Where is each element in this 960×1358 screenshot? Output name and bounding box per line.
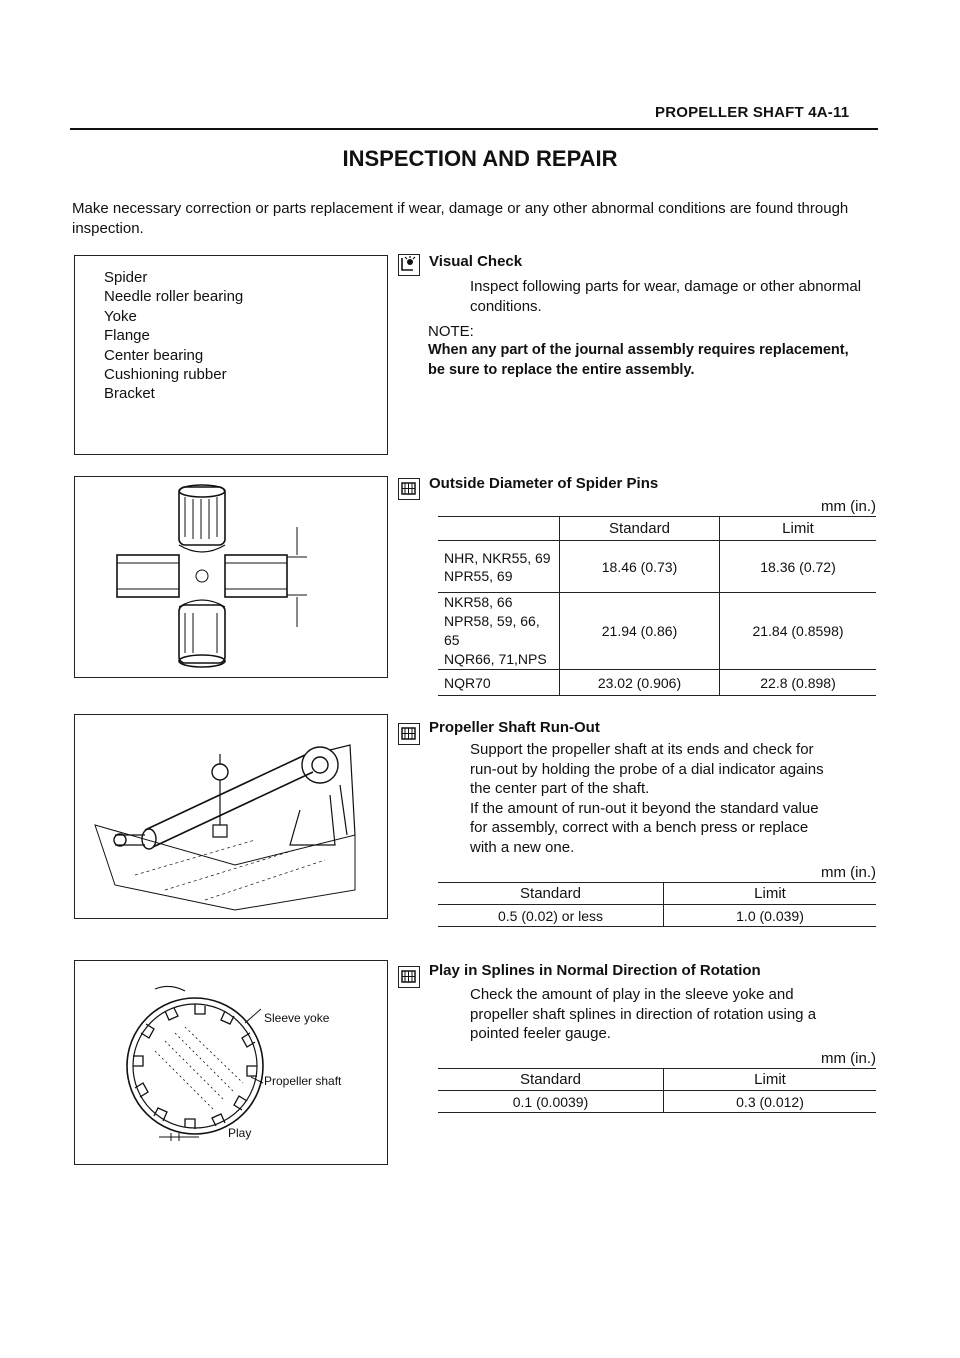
- table-header: Standard: [438, 883, 664, 905]
- limit-cell: 18.36 (0.72): [760, 558, 836, 575]
- body-line: with a new one.: [470, 838, 575, 856]
- play-label: Play: [228, 1126, 252, 1140]
- sleeve-yoke-label: Sleeve yoke: [264, 1011, 330, 1025]
- list-item: Center bearing: [104, 346, 204, 364]
- limit-cell: 1.0 (0.039): [736, 907, 804, 924]
- table-header: Limit: [754, 1071, 786, 1088]
- list-item: Spider: [104, 269, 148, 286]
- body-line: If the amount of run-out it beyond the standard value: [470, 799, 819, 817]
- play-unit: mm (in.): [821, 1050, 876, 1067]
- play-table: [438, 1068, 876, 1113]
- list-item: Flange: [104, 327, 150, 345]
- body-line: pointed feeler gauge.: [470, 1025, 611, 1042]
- model-cell: NPR55, 69: [444, 567, 513, 584]
- model-cell: NHR, NKR55, 69: [444, 549, 551, 566]
- table-header: Standard: [560, 517, 720, 541]
- runout-figure: [74, 714, 388, 919]
- table-header: Limit: [782, 520, 814, 537]
- table-header: Limit: [754, 885, 786, 902]
- list-item: Cushioning rubber: [104, 366, 227, 384]
- visual-check-body: Inspect following parts for wear, damage or other abnormal conditions.: [470, 278, 862, 315]
- body-line: for assembly, correct with a bench press or replace: [470, 819, 809, 836]
- body-line: propeller shaft splines in direction of rotation using a: [470, 1005, 817, 1023]
- runout-body: [470, 740, 890, 857]
- play-body: [470, 985, 890, 1044]
- table-row: [438, 541, 876, 593]
- standard-cell: 0.5 (0.02) or less: [438, 905, 664, 927]
- parts-list: [104, 268, 243, 404]
- table-row: [438, 670, 876, 696]
- note-label: NOTE:: [428, 323, 474, 340]
- standard-cell: 18.46 (0.73): [560, 541, 720, 593]
- measure-icon: [398, 723, 420, 745]
- body-line: the center part of the shaft.: [470, 780, 650, 797]
- intro-text: Make necessary correction or parts replacement if wear, damage or any other abnormal conditions are found through inspection.: [72, 200, 849, 237]
- eye-inspect-icon: [398, 254, 420, 276]
- limit-cell: 0.3 (0.012): [736, 1093, 804, 1110]
- list-item: Bracket: [104, 385, 155, 403]
- visual-check-title: Visual Check: [429, 253, 523, 270]
- table-row: [438, 593, 876, 670]
- spider-figure: [74, 476, 388, 678]
- body-line: Check the amount of play in the sleeve yoke and: [470, 986, 794, 1003]
- page-title: INSPECTION AND REPAIR: [342, 146, 618, 171]
- measure-icon: [398, 966, 420, 988]
- play-title: Play in Splines in Normal Direction of Rotation: [429, 962, 761, 979]
- propeller-shaft-label: Propeller shaft: [264, 1074, 342, 1088]
- limit-cell: 22.8 (0.898): [760, 674, 836, 691]
- body-line: Support the propeller shaft at its ends and check for: [470, 741, 814, 758]
- limit-cell: 21.84 (0.8598): [752, 623, 844, 639]
- spider-pins-unit: mm (in.): [821, 498, 876, 515]
- table-row: [438, 905, 876, 927]
- standard-cell: 21.94 (0.86): [560, 593, 720, 670]
- list-item: Needle roller bearing: [104, 288, 244, 306]
- running-title: PROPELLER SHAFT 4A-11: [655, 104, 850, 121]
- body-line: run-out by holding the probe of a dial indicator agains: [470, 760, 824, 778]
- model-cell: NQR66, 71,NPS: [444, 651, 547, 667]
- table-row: [438, 1091, 876, 1113]
- model-cell: NKR58, 66: [444, 594, 513, 610]
- list-item: Yoke: [104, 307, 137, 325]
- model-cell: NQR70: [438, 670, 560, 696]
- runout-title: Propeller Shaft Run-Out: [429, 719, 600, 736]
- standard-cell: 23.02 (0.906): [560, 670, 720, 696]
- model-cell: NPR58, 59, 66, 65: [444, 613, 540, 648]
- header-rule: [70, 128, 878, 130]
- table-header: Standard: [438, 1069, 664, 1091]
- spider-pins-title: Outside Diameter of Spider Pins: [429, 475, 659, 492]
- runout-unit: mm (in.): [821, 864, 876, 881]
- note-text: When any part of the journal assembly requires replacement, be sure to replace the entire assembly.: [428, 342, 849, 378]
- measure-icon: [398, 478, 420, 500]
- standard-cell: 0.1 (0.0039): [438, 1091, 664, 1113]
- runout-table: [438, 882, 876, 927]
- spider-pins-table: [438, 516, 876, 696]
